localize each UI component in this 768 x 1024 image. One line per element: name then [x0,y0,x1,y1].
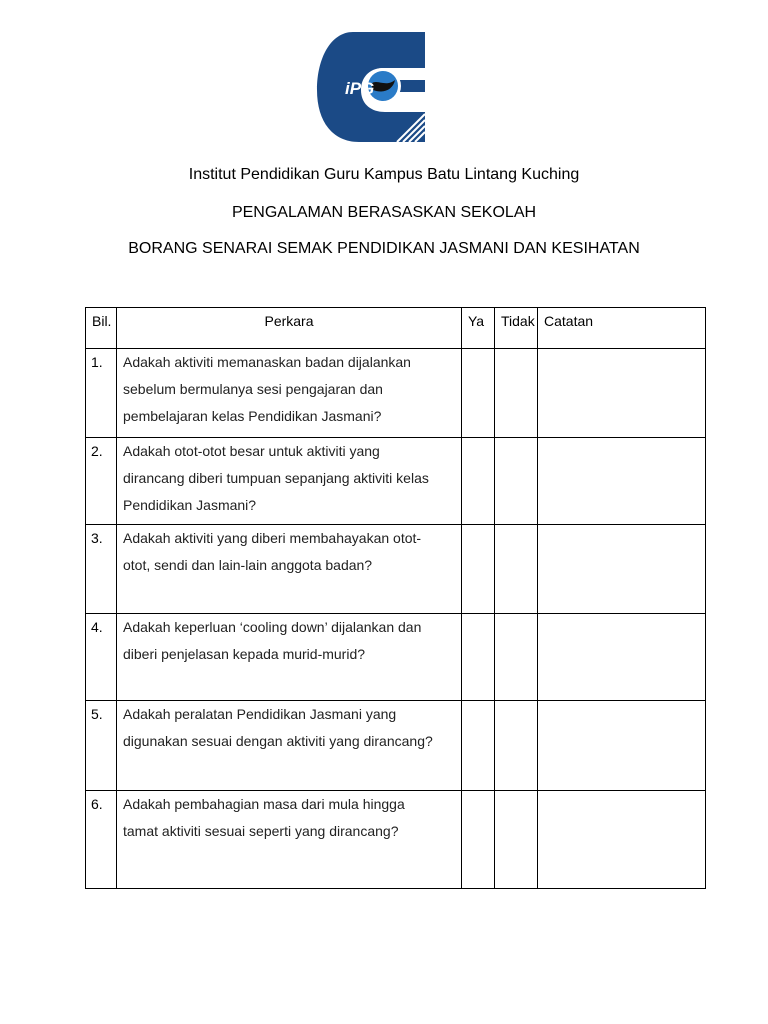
catatan-cell[interactable] [538,791,706,889]
row-number: 2. [86,438,117,525]
header-ya: Ya [462,308,495,349]
table-header-row [86,308,706,349]
row-number: 3. [86,525,117,614]
question-line: Adakah peralatan Pendidikan Jasmani yang [123,706,397,722]
tidak-cell[interactable] [495,701,538,791]
tidak-cell[interactable] [495,791,538,889]
ya-cell[interactable] [462,349,495,438]
ya-cell[interactable] [462,701,495,791]
header-bil: Bil. [86,308,117,349]
ya-cell[interactable] [462,791,495,889]
question-line: Adakah keperluan ‘cooling down’ dijalankan dan [123,619,422,635]
form-title: BORANG SENARAI SEMAK PENDIDIKAN JASMANI DAN KESIHATAN [128,240,640,257]
row-number: 1. [86,349,117,438]
question-line: sebelum bermulanya sesi pengajaran dan [123,381,383,397]
row-question [117,349,462,438]
catatan-cell[interactable] [538,438,706,525]
checklist-table [85,307,706,889]
svg-text:iPG: iPG [345,79,375,98]
program-title: PENGALAMAN BERASASKAN SEKOLAH [231,204,537,221]
table-row [86,525,706,614]
header-catatan: Catatan [538,308,706,349]
tidak-cell[interactable] [495,349,538,438]
ya-cell[interactable] [462,614,495,701]
catatan-cell[interactable] [538,614,706,701]
tidak-cell[interactable] [495,614,538,701]
question-line: pembelajaran kelas Pendidikan Jasmani? [123,408,382,424]
table-row [86,614,706,701]
question-line: otot, sendi dan lain-lain anggota badan? [123,557,373,573]
question-line: dirancang diberi tumpuan sepanjang aktiviti kelas [123,470,429,486]
question-line: Adakah aktiviti memanaskan badan dijalankan [123,354,411,370]
row-question [117,614,462,701]
row-question [117,701,462,791]
question-line: diberi penjelasan kepada murid-murid? [123,646,366,662]
table-row [86,701,706,791]
header-perkara: Perkara [117,308,462,349]
catatan-cell[interactable] [538,349,706,438]
row-number: 6. [86,791,117,889]
row-number: 5. [86,701,117,791]
question-line: Adakah aktiviti yang diberi membahayakan otot- [123,530,422,546]
question-line: Adakah otot-otot besar untuk aktiviti yang [123,443,380,459]
row-question [117,525,462,614]
tidak-cell[interactable] [495,525,538,614]
ya-cell[interactable] [462,525,495,614]
row-question [117,438,462,525]
institution-title: Institut Pendidikan Guru Kampus Batu Lintang Kuching [188,166,580,183]
catatan-cell[interactable] [538,701,706,791]
table-row [86,438,706,525]
ipg-logo-icon [313,28,427,144]
question-line: Pendidikan Jasmani? [123,497,257,513]
ya-cell[interactable] [462,438,495,525]
question-line: digunakan sesuai dengan aktiviti yang dirancang? [123,733,433,749]
ipg-logo [313,28,427,144]
catatan-cell[interactable] [538,525,706,614]
question-line: tamat aktiviti sesuai seperti yang dirancang? [123,823,399,839]
tidak-cell[interactable] [495,438,538,525]
row-number: 4. [86,614,117,701]
table-row [86,349,706,438]
question-line: Adakah pembahagian masa dari mula hingga [123,796,405,812]
header-tidak: Tidak [495,308,538,349]
row-question [117,791,462,889]
table-row [86,791,706,889]
